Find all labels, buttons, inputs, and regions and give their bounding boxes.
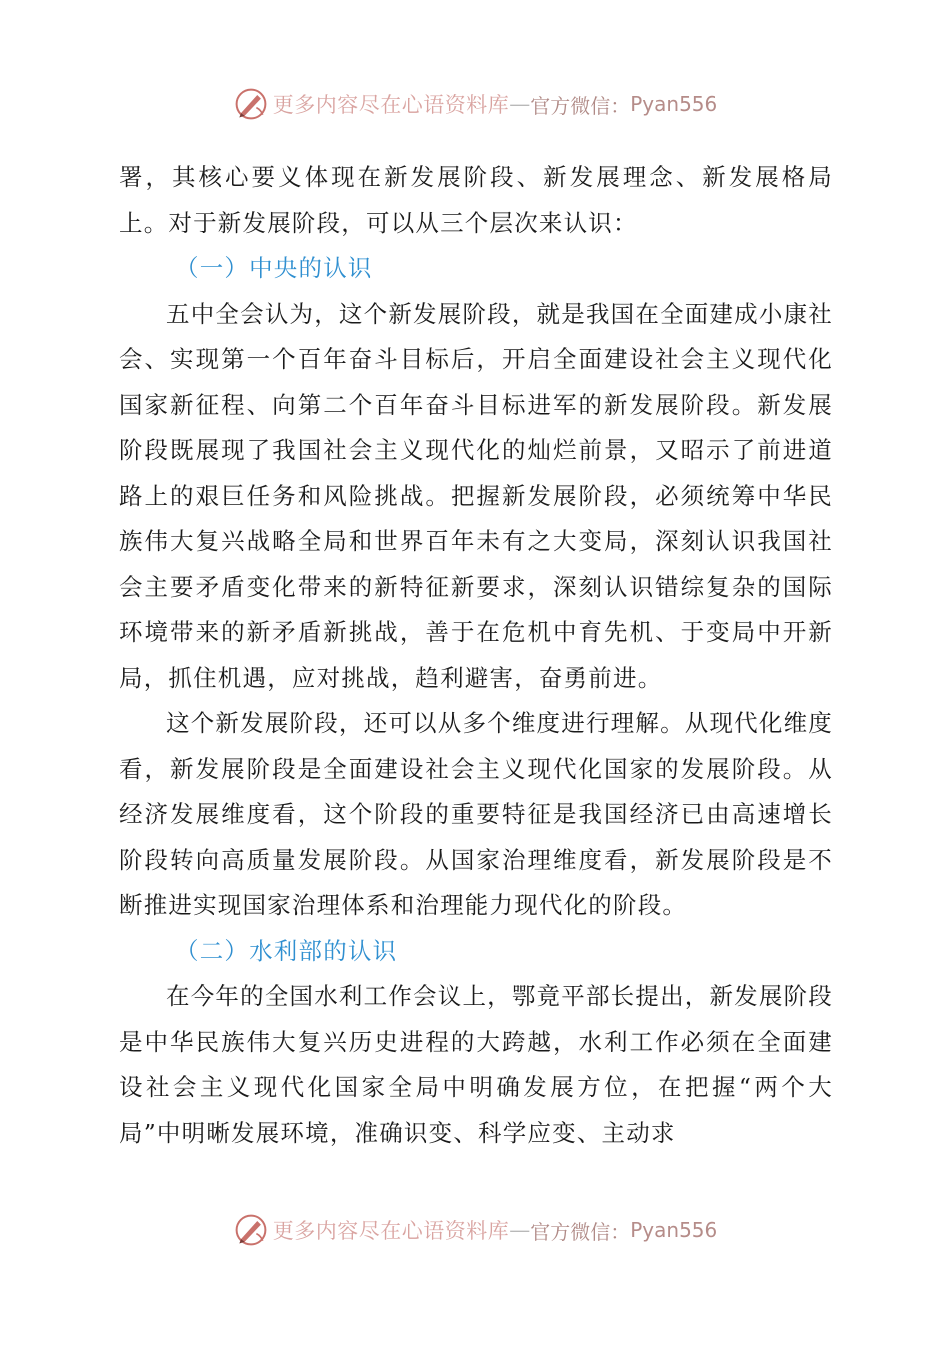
pen-logo-icon — [233, 1212, 269, 1248]
paragraph-continuation: 署，其核心要义体现在新发展阶段、新发展理念、新发展格局上。对于新发展阶段，可以从三个层次来认识： — [119, 163, 833, 237]
paragraph-dimensions: 这个新发展阶段，还可以从多个维度进行理解。从现代化维度看，新发展阶段是全面建设社会主义现代化国家的发展阶段。从经济发展维度看，这个阶段的重要特征是我国经济已由高速增长阶段转向高质量发展阶段。从国家治理维度看，新发展阶段是不断推进实现国家治理体系和治理能力现代化的阶段。 — [119, 709, 833, 919]
banner-wechat-label: 官方微信： — [530, 93, 631, 118]
banner-wechat-label: 官方微信： — [530, 1219, 631, 1244]
header-banner — [0, 84, 950, 124]
banner-dash: — — [509, 1218, 531, 1242]
section-heading-ministry: （二）水利部的认识 — [175, 936, 398, 965]
pen-logo-icon — [233, 86, 269, 122]
banner-wechat-id: Pyan556 — [630, 1218, 718, 1242]
section-heading-central: （一）中央的认识 — [175, 254, 373, 282]
banner-wechat-id: Pyan556 — [630, 92, 718, 116]
banner-dash: — — [509, 92, 531, 116]
banner-brand-text: 更多内容尽在心语资料库 — [272, 93, 510, 117]
paragraph-central-view: 五中全会认为，这个新发展阶段，就是我国在全面建成小康社会、实现第一个百年奋斗目标后，开启全面建设社会主义现代化国家新征程、向第二个百年奋斗目标进军的新发展阶段。新发展阶段既展现了我国社会主义现代化的灿烂前景，又昭示了前进道路上的艰巨任务和风险挑战。把握新发展阶段，必须统筹中华民族伟大复兴战略全局和世界百年未有之大变局，深刻认识我国社会主要矛盾变化带来的新特征新要求，深刻认识错综复杂的国际环境带来的新矛盾新挑战，善于在危机中育先机、于变局中开新局，抓住机遇，应对挑战，趋利避害，奋勇前进。 — [119, 299, 833, 692]
paragraph-ministry-view: 在今年的全国水利工作会议上，鄂竟平部长提出，新发展阶段是中华民族伟大复兴历史进程的大跨越，水利工作必须在全面建设社会主义现代化国家全局中明确发展方位，在把握“两个大局”中明晰发展环境，准确识变、科学应变、主动求 — [119, 982, 833, 1147]
document-body — [119, 155, 833, 1156]
footer-banner — [0, 1210, 950, 1250]
banner-brand-text: 更多内容尽在心语资料库 — [272, 1219, 510, 1243]
